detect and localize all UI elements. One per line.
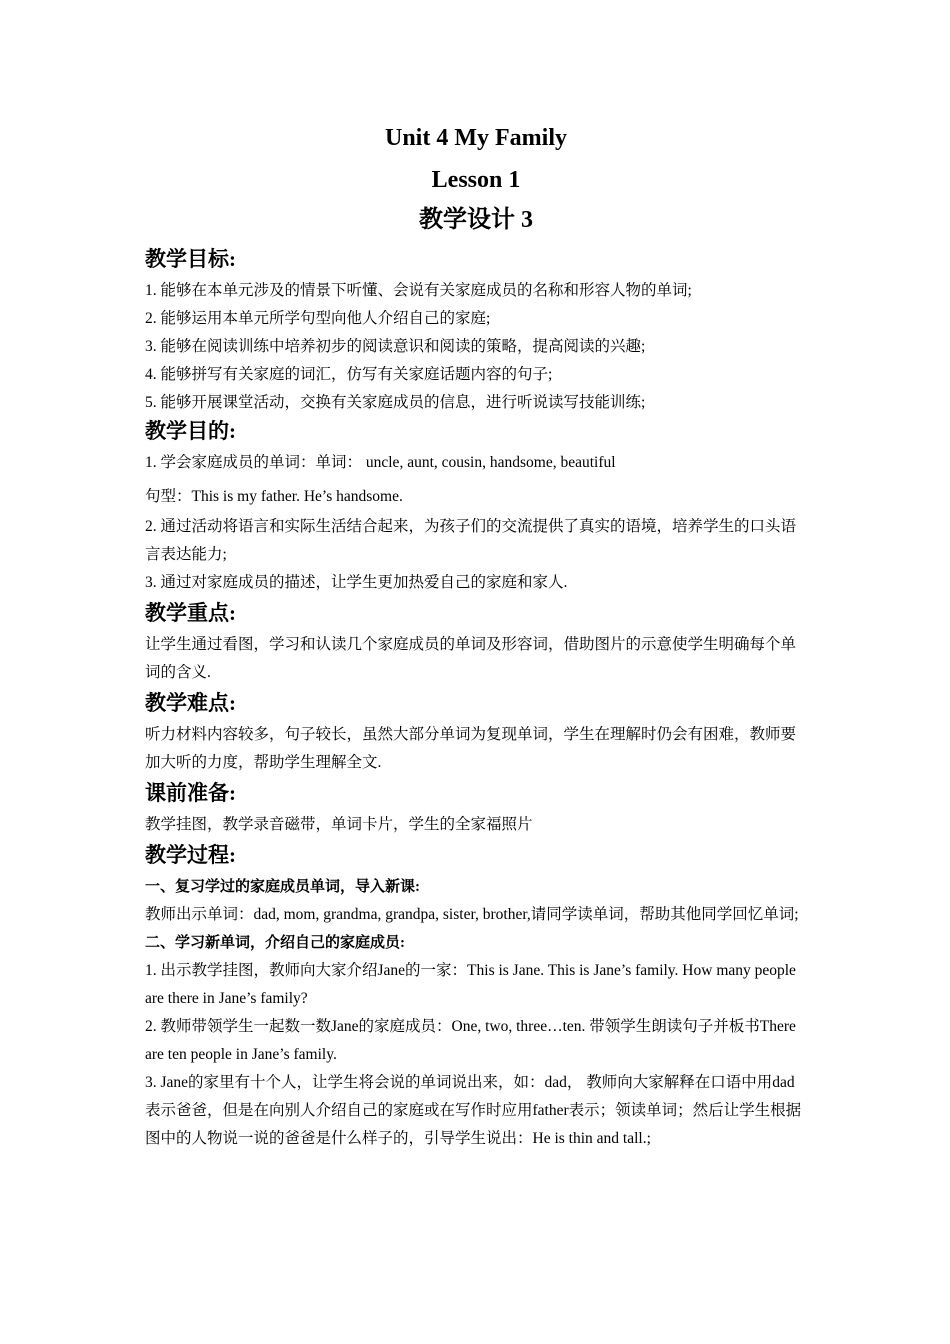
- purpose-item: 1. 学会家庭成员的单词：单词： uncle, aunt, cousin, handsome, beautiful: [145, 454, 616, 471]
- unit-title: Unit 4 My Family: [385, 125, 567, 151]
- step-text: 2. 教师带领学生一起数一数Jane的家庭成员：One, two, three…ten. 带领学生朗读句子并板书There are ten people in Jane’s family.: [145, 1018, 796, 1063]
- section-purpose: [145, 417, 807, 597]
- objective-item: 3. 能够在阅读训练中培养初步的阅读意识和阅读的策略，提高阅读的兴趣;: [145, 338, 646, 355]
- document-body: [145, 118, 807, 1153]
- section-key-points: [145, 599, 807, 687]
- section-heading: 教学重点:: [145, 601, 236, 625]
- step-text: 教师出示单词：dad, mom, grandma, grandpa, sister, brother,请同学读单词，帮助其他同学回忆单词;: [145, 906, 799, 923]
- section-objectives: [145, 245, 807, 417]
- section-heading: 课前准备:: [145, 781, 236, 805]
- purpose-item: 3. 通过对家庭成员的描述，让学生更加热爱自己的家庭和家人.: [145, 574, 568, 591]
- section-heading: 教学过程:: [145, 843, 236, 867]
- design-title: 教学设计 3: [419, 207, 533, 233]
- section-heading: 教学目标:: [145, 247, 236, 271]
- step-text: 1. 出示教学挂图，教师向大家介绍Jane的一家：This is Jane. This is Jane’s family. How many people are there in Jane’s family?: [145, 962, 796, 1007]
- purpose-item: 2. 通过活动将语言和实际生活结合起来，为孩子们的交流提供了真实的语境，培养学生的口头语言表达能力;: [145, 518, 797, 563]
- step-heading: 一、复习学过的家庭成员单词，导入新课:: [145, 879, 420, 895]
- section-difficulties: [145, 689, 807, 777]
- step-heading: 二、学习新单词，介绍自己的家庭成员:: [145, 935, 405, 951]
- objective-item: 5. 能够开展课堂活动，交换有关家庭成员的信息，进行听说读写技能训练;: [145, 394, 646, 411]
- objective-item: 2. 能够运用本单元所学句型向他人介绍自己的家庭;: [145, 310, 491, 327]
- section-heading: 教学目的:: [145, 419, 236, 443]
- objective-item: 1. 能够在本单元涉及的情景下听懂、会说有关家庭成员的名称和形容人物的单词;: [145, 282, 692, 299]
- section-preparation: [145, 779, 807, 839]
- section-text: 让学生通过看图，学习和认读几个家庭成员的单词及形容词，借助图片的示意使学生明确每个单词的含义.: [145, 636, 797, 681]
- section-text: 听力材料内容较多，句子较长，虽然大部分单词为复现单词，学生在理解时仍会有困难，教师要加大听的力度，帮助学生理解全文.: [145, 726, 797, 771]
- lesson-title: Lesson 1: [431, 167, 521, 193]
- objective-item: 4. 能够拼写有关家庭的词汇，仿写有关家庭话题内容的句子;: [145, 366, 553, 383]
- section-text: 教学挂图，教学录音磁带，单词卡片，学生的全家福照片: [145, 816, 533, 833]
- section-process: [145, 841, 807, 1153]
- step-text: 3. Jane的家里有十个人，让学生将会说的单词说出来，如：dad， 教师向大家解释在口语中用dad表示爸爸，但是在向别人介绍自己的家庭或在写作时应用father表示；领读单词；然后让学生根据图中的人物说一说的爸爸是什么样子的，引导学生说出：He is thin and tall.;: [145, 1074, 802, 1147]
- purpose-item: 句型：This is my father. He’s handsome.: [145, 488, 403, 505]
- section-heading: 教学难点:: [145, 691, 236, 715]
